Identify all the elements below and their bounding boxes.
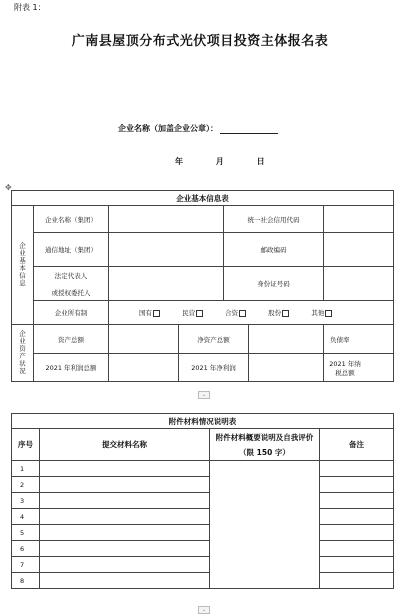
credit-code-value[interactable] xyxy=(324,206,394,233)
legal-rep-value[interactable] xyxy=(109,267,224,301)
total-assets-label: 资产总额 xyxy=(34,325,109,354)
checkbox-icon xyxy=(325,310,332,317)
remarks-cell[interactable] xyxy=(320,573,394,589)
postcode-cell-label: 邮政编码 xyxy=(224,233,324,267)
page-title: 广南县屋顶分布式光伏项目投资主体报名表 xyxy=(71,34,329,49)
remarks-cell[interactable] xyxy=(320,525,394,541)
checkbox-icon xyxy=(153,310,160,317)
proxy-label: 或授权委托人 xyxy=(51,288,91,297)
material-name-cell[interactable] xyxy=(40,573,210,589)
row-index: 3 xyxy=(12,493,40,509)
row-index: 7 xyxy=(12,557,40,573)
ownership-option-private[interactable]: 民营 xyxy=(182,309,203,317)
ownership-options xyxy=(109,301,394,325)
date-month: 月 xyxy=(215,157,224,166)
ownership-option-jv[interactable]: 合资 xyxy=(225,309,246,317)
debt-ratio-cell xyxy=(324,325,394,354)
attachment-label: 附表 1： xyxy=(14,3,46,12)
col-index-header: 序号 xyxy=(12,429,40,461)
row-index: 8 xyxy=(12,573,40,589)
material-name-cell[interactable] xyxy=(40,509,210,525)
company-name-blank[interactable] xyxy=(220,125,278,134)
address-value[interactable] xyxy=(109,233,224,267)
material-name-cell[interactable] xyxy=(40,493,210,509)
table-move-handle-icon[interactable]: ✥ xyxy=(5,183,12,192)
company-name-line xyxy=(118,123,278,134)
col-remarks-header: 备注 xyxy=(320,429,394,461)
debt-ratio-label: 负债率 xyxy=(330,335,350,344)
checkbox-icon xyxy=(282,310,289,317)
remarks-cell[interactable] xyxy=(320,509,394,525)
basic-info-side-label: 企业基本信息 xyxy=(18,241,26,287)
material-name-cell[interactable] xyxy=(40,557,210,573)
id-cell-label: 身份证号码 xyxy=(224,267,324,301)
ownership-option-state[interactable]: 国有 xyxy=(139,309,160,317)
total-assets-value[interactable] xyxy=(109,325,179,354)
net-profit-value[interactable] xyxy=(249,354,324,382)
company-name-value[interactable] xyxy=(109,206,224,233)
checkbox-icon xyxy=(196,310,203,317)
net-assets-label: 净资产总额 xyxy=(179,325,249,354)
checkbox-icon xyxy=(239,310,246,317)
id-value[interactable] xyxy=(324,267,394,301)
remarks-cell[interactable] xyxy=(320,557,394,573)
address-cell-label: 通信地址（集团） xyxy=(34,233,109,267)
basic-info-title: 企业基本信息表 xyxy=(12,191,394,206)
assets-side-label: 企业资产状况 xyxy=(18,329,26,375)
legal-rep-cell xyxy=(34,267,109,301)
material-name-cell[interactable] xyxy=(40,525,210,541)
date-year: 年 xyxy=(175,157,183,166)
row-index: 4 xyxy=(12,509,40,525)
attachment-title: 附件材料情况说明表 xyxy=(12,414,394,429)
company-name-label: 企业名称（加盖企业公章）： xyxy=(118,124,218,133)
remarks-cell[interactable] xyxy=(320,493,394,509)
tax-total-label: 2021 年纳税总额 xyxy=(329,359,361,377)
material-name-cell[interactable] xyxy=(40,461,210,477)
material-name-cell[interactable] xyxy=(40,477,210,493)
tax-total-cell xyxy=(324,354,394,382)
ownership-option-shares[interactable]: 股份 xyxy=(268,309,289,317)
row-index: 1 xyxy=(12,461,40,477)
credit-code-cell-label: 统一社会信用代码 xyxy=(224,206,324,233)
net-profit-label: 2021 年净利润 xyxy=(179,354,249,382)
row-index: 6 xyxy=(12,541,40,557)
remarks-cell[interactable] xyxy=(320,477,394,493)
date-line xyxy=(175,156,283,167)
table-resize-handle-icon[interactable]: ⌄ xyxy=(198,606,210,614)
remarks-cell[interactable] xyxy=(320,541,394,557)
description-cell[interactable] xyxy=(210,461,320,589)
remarks-cell[interactable] xyxy=(320,461,394,477)
net-assets-value[interactable] xyxy=(249,325,324,354)
date-day: 日 xyxy=(256,157,265,166)
assets-side-cell xyxy=(12,325,34,382)
basic-info-side-cell xyxy=(12,206,34,325)
basic-info-table xyxy=(11,190,394,382)
material-name-cell[interactable] xyxy=(40,541,210,557)
row-index: 2 xyxy=(12,477,40,493)
ownership-option-other[interactable]: 其他 xyxy=(311,309,332,317)
attachment-table xyxy=(11,413,394,589)
col-materials-header: 提交材料名称 xyxy=(40,429,210,461)
company-name-cell-label: 企业名称（集团） xyxy=(34,206,109,233)
col-description-header: 附件材料概要说明及自我评价 （限 150 字） xyxy=(210,429,320,461)
profit-total-value[interactable] xyxy=(109,354,179,382)
profit-total-label: 2021 年利润总额 xyxy=(34,354,109,382)
table-resize-handle-icon[interactable]: ⌄ xyxy=(198,391,210,399)
legal-rep-label: 法定代表人 xyxy=(54,271,88,280)
postcode-value[interactable] xyxy=(324,233,394,267)
ownership-cell-label: 企业所有制 xyxy=(34,301,109,325)
row-index: 5 xyxy=(12,525,40,541)
